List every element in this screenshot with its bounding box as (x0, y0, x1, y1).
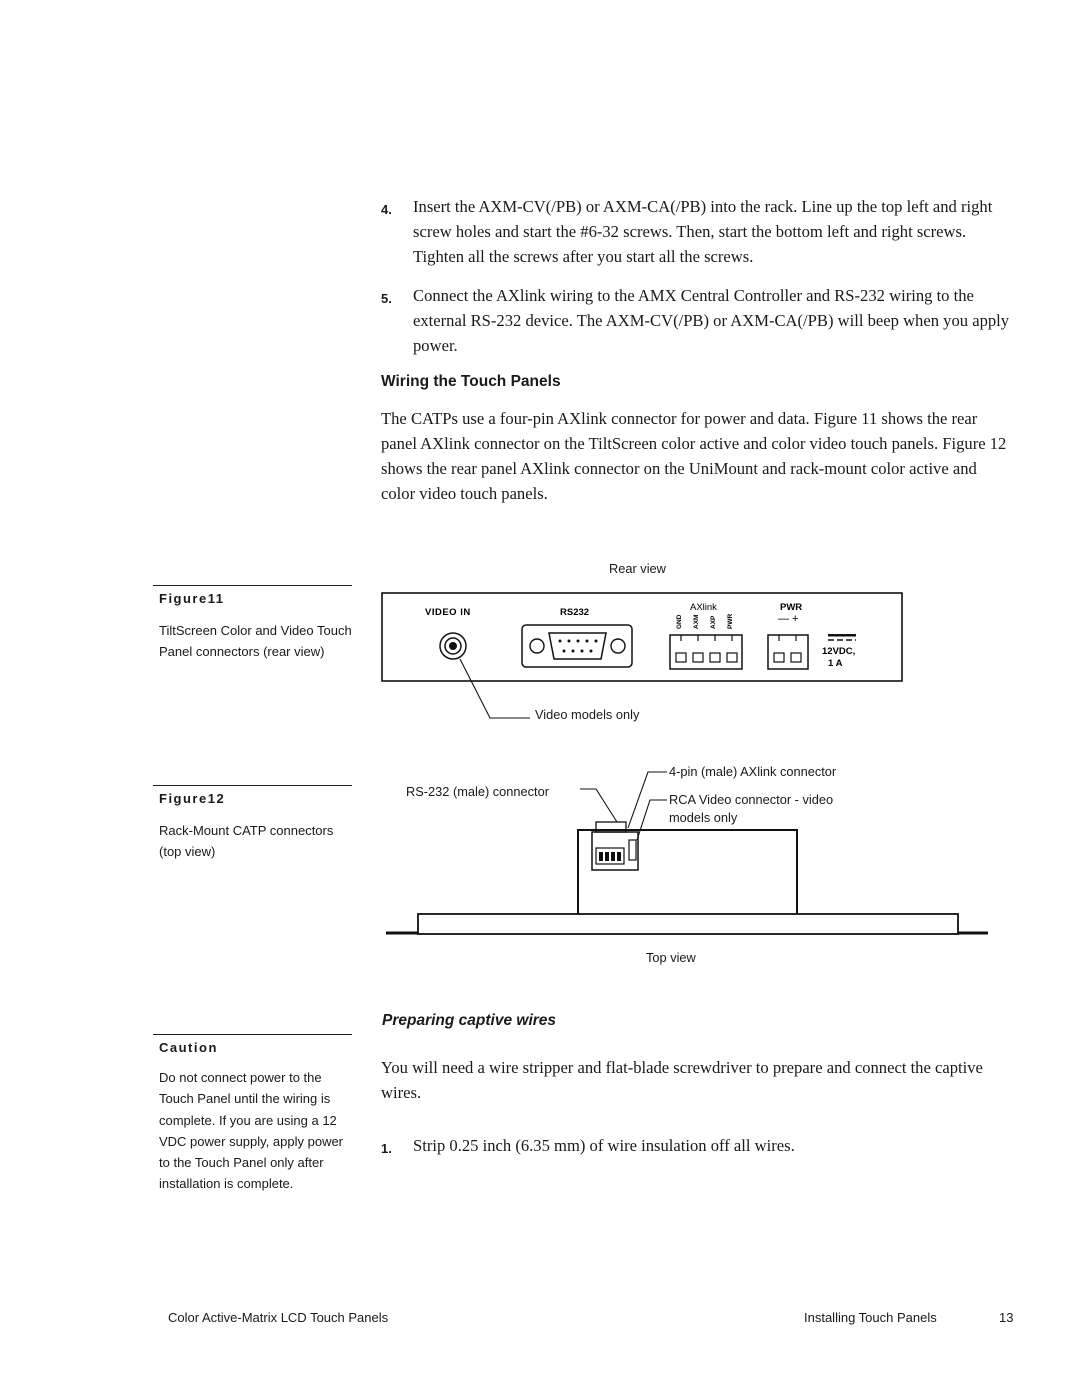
figure11-title: Figure11 (159, 591, 225, 606)
rca-callout-line2: models only (669, 810, 738, 825)
rear-panel-diagram (370, 585, 910, 725)
pin-axp-label: AXP (710, 615, 717, 629)
section-heading: Wiring the Touch Panels (381, 373, 561, 390)
axlink-callout: 4-pin (male) AXlink connector (669, 764, 837, 779)
section-paragraph: The CATPs use a four-pin AXlink connector for power and data. Figure 11 shows the rear panel AXlink connector on the TiltScreen color active and color video touch panels. Figure 12 shows the rear panel AXlink connector on the UniMount and rack-mount color active and color video touch panels. (381, 409, 1007, 503)
pwr-ticks (779, 635, 796, 641)
step-number: 5. (381, 291, 392, 306)
top-view-label: Top view (646, 950, 696, 965)
caution-text: Do not connect power to the Touch Panel until the wiring is complete. If you are using a 12 VDC power supply, apply power to the Touch Panel only after installation is complete. (159, 1070, 344, 1192)
step-number: 1. (381, 1141, 392, 1156)
pwr-connector (768, 635, 808, 669)
voltage-label: 12VDC, (822, 646, 856, 657)
dc-symbol-top (828, 634, 856, 637)
db9-screw-left (530, 639, 544, 653)
rs232-callout: RS-232 (male) connector (406, 784, 549, 799)
db9-shell (549, 633, 606, 659)
axlink-pins (676, 653, 737, 662)
step-4 (381, 194, 1011, 269)
pin-gnd-label: GND (676, 614, 683, 629)
figure12-caption: Rack-Mount CATP connectors (top view) (159, 823, 334, 860)
rear-view-label: Rear view (609, 561, 666, 576)
rca-callout-line1: RCA Video connector - video (669, 792, 834, 807)
pwr-pins (774, 653, 801, 662)
rca-top-connector (629, 840, 636, 860)
step-text: Insert the AXM-CV(/PB) or AXM-CA(/PB) into the rack. Line up the top left and right screw holes and start the #6-32 screws. Then, start the bottom left and right screws. Tighten all the screws after you start all the screws. (413, 197, 993, 266)
footer-title: Color Active-Matrix LCD Touch Panels (168, 1310, 389, 1325)
db9-plate (522, 625, 632, 667)
pin-pwr-label: PWR (727, 613, 734, 629)
video-in-label: VIDEO IN (425, 607, 471, 618)
step-text: Connect the AXlink wiring to the AMX Central Controller and RS-232 wiring to the external RS-232 device. The AXM-CV(/PB) or AXM-CA(/PB) will beep when you apply power. (413, 286, 1010, 355)
rs232-callout-leader (580, 789, 617, 822)
caution-rule (153, 1034, 352, 1035)
caution-title: Caution (159, 1040, 218, 1055)
current-label: 1 A (828, 658, 843, 669)
rca-callout-leader (637, 800, 667, 840)
figure12-title: Figure12 (159, 791, 226, 806)
footer-section: Installing Touch Panels (804, 1310, 937, 1325)
figure11-caption: TiltScreen Color and Video Touch Panel connectors (rear view) (159, 623, 352, 660)
top-view-diagram (380, 760, 1000, 945)
video-callout-leader (460, 659, 530, 718)
step-1 (381, 1133, 1011, 1158)
subheading: Preparing captive wires (382, 1012, 557, 1029)
step-5 (381, 283, 1011, 358)
axlink-top-pins (599, 852, 621, 861)
pwr-label: PWR (780, 602, 803, 613)
chassis-body (578, 830, 797, 914)
chassis-faceplate (418, 914, 958, 934)
polarity-label: — + (778, 613, 799, 625)
step-number: 4. (381, 202, 392, 217)
step-text: Strip 0.25 inch (6.35 mm) of wire insulation off all wires. (413, 1136, 795, 1155)
pin-axm-label: AXM (693, 614, 700, 629)
axlink-label: AXlink (690, 602, 717, 613)
rs232-label: RS232 (560, 607, 590, 618)
axlink-ticks (681, 635, 732, 641)
db9-pins (559, 640, 598, 653)
video-callout: Video models only (535, 707, 640, 722)
prep-paragraph: You will need a wire stripper and flat-blade screwdriver to prepare and connect the captive wires. (381, 1058, 983, 1102)
figure12-rule (153, 785, 352, 786)
db9-screw-right (611, 639, 625, 653)
page-number: 13 (999, 1310, 1014, 1325)
figure11-rule (153, 585, 352, 586)
video-jack-inner (449, 642, 457, 650)
